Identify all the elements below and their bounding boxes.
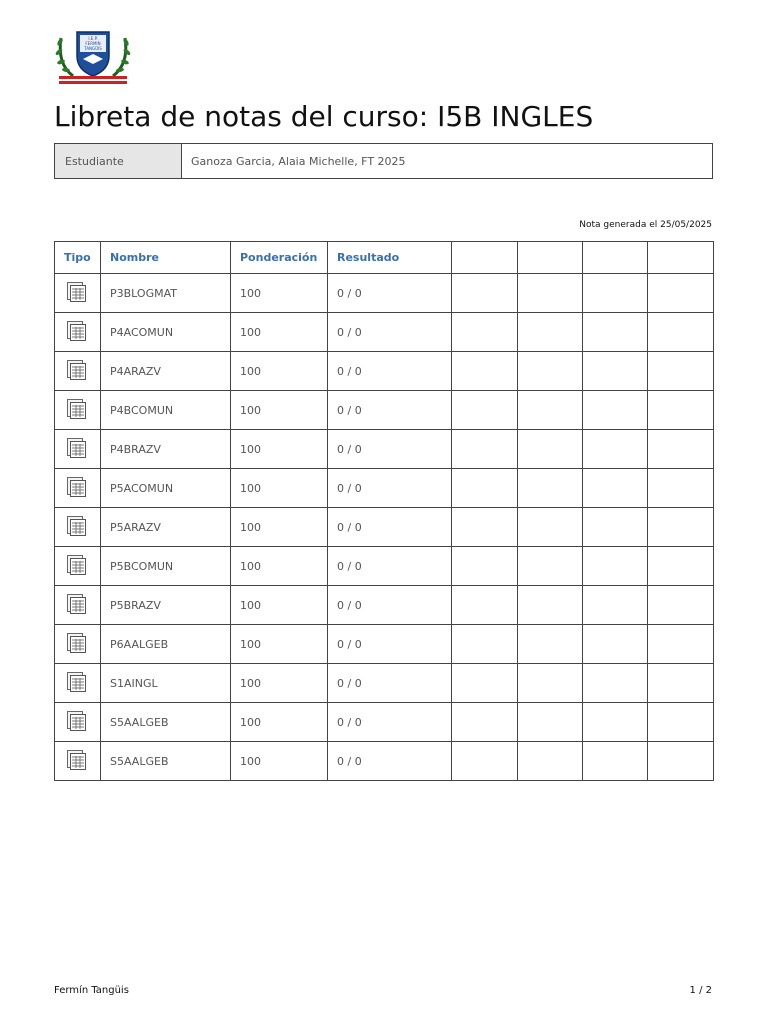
row-empty-cell	[452, 586, 518, 625]
row-resultado: 0 / 0	[328, 274, 452, 313]
row-type-cell	[55, 547, 101, 586]
row-empty-cell	[648, 586, 714, 625]
row-resultado: 0 / 0	[328, 547, 452, 586]
row-resultado: 0 / 0	[328, 742, 452, 781]
row-resultado: 0 / 0	[328, 664, 452, 703]
row-empty-cell	[452, 313, 518, 352]
row-nombre: P5BRAZV	[101, 586, 231, 625]
row-ponderacion: 100	[231, 586, 328, 625]
row-empty-cell	[518, 742, 583, 781]
row-ponderacion: 100	[231, 274, 328, 313]
table-row	[55, 586, 714, 625]
row-resultado: 0 / 0	[328, 352, 452, 391]
table-header-row	[55, 242, 714, 274]
spreadsheet-icon	[65, 682, 87, 695]
row-ponderacion: 100	[231, 313, 328, 352]
row-empty-cell	[518, 391, 583, 430]
spreadsheet-icon	[65, 448, 87, 461]
header-empty-2	[518, 242, 583, 274]
row-nombre: P5ARAZV	[101, 508, 231, 547]
student-name: Ganoza Garcia, Alaia Michelle, FT 2025	[191, 154, 406, 168]
spreadsheet-icon	[65, 370, 87, 383]
svg-text:I.E.P.: I.E.P.	[88, 36, 98, 41]
table-row	[55, 508, 714, 547]
row-empty-cell	[583, 313, 648, 352]
row-resultado: 0 / 0	[328, 430, 452, 469]
row-type-cell	[55, 625, 101, 664]
row-resultado: 0 / 0	[328, 625, 452, 664]
row-empty-cell	[583, 625, 648, 664]
row-empty-cell	[518, 469, 583, 508]
spreadsheet-icon	[65, 292, 87, 305]
row-empty-cell	[518, 352, 583, 391]
spreadsheet-icon	[65, 565, 87, 578]
row-nombre: P3BLOGMAT	[101, 274, 231, 313]
spreadsheet-icon	[65, 487, 87, 500]
row-empty-cell	[452, 508, 518, 547]
row-empty-cell	[648, 352, 714, 391]
school-crest-logo	[53, 26, 133, 84]
row-empty-cell	[518, 508, 583, 547]
table-row	[55, 469, 714, 508]
row-type-cell	[55, 586, 101, 625]
table-row	[55, 703, 714, 742]
generated-date-note: Nota generada el 25/05/2025	[579, 220, 712, 230]
row-empty-cell	[452, 742, 518, 781]
row-resultado: 0 / 0	[328, 703, 452, 742]
row-empty-cell	[583, 586, 648, 625]
row-empty-cell	[518, 313, 583, 352]
row-type-cell	[55, 664, 101, 703]
row-nombre: S1AINGL	[101, 664, 231, 703]
row-ponderacion: 100	[231, 391, 328, 430]
row-empty-cell	[583, 391, 648, 430]
spreadsheet-icon	[65, 604, 87, 617]
header-resultado: Resultado	[328, 242, 452, 274]
header-empty-1	[452, 242, 518, 274]
row-empty-cell	[648, 430, 714, 469]
row-ponderacion: 100	[231, 547, 328, 586]
row-empty-cell	[518, 547, 583, 586]
row-nombre: P4BCOMUN	[101, 391, 231, 430]
spreadsheet-icon	[65, 526, 87, 539]
table-row	[55, 391, 714, 430]
row-empty-cell	[648, 547, 714, 586]
row-empty-cell	[452, 469, 518, 508]
row-empty-cell	[648, 664, 714, 703]
row-type-cell	[55, 508, 101, 547]
spreadsheet-icon	[65, 760, 87, 773]
row-ponderacion: 100	[231, 469, 328, 508]
row-empty-cell	[583, 430, 648, 469]
row-empty-cell	[583, 274, 648, 313]
row-type-cell	[55, 469, 101, 508]
row-ponderacion: 100	[231, 703, 328, 742]
row-nombre: P5BCOMUN	[101, 547, 231, 586]
row-empty-cell	[452, 664, 518, 703]
row-empty-cell	[648, 274, 714, 313]
row-empty-cell	[648, 742, 714, 781]
row-empty-cell	[648, 313, 714, 352]
row-empty-cell	[518, 430, 583, 469]
page-title: Libreta de notas del curso: I5B INGLES	[54, 100, 594, 133]
row-empty-cell	[583, 742, 648, 781]
row-type-cell	[55, 430, 101, 469]
row-type-cell	[55, 352, 101, 391]
row-nombre: P6AALGEB	[101, 625, 231, 664]
row-ponderacion: 100	[231, 430, 328, 469]
header-nombre: Nombre	[101, 242, 231, 274]
row-nombre: S5AALGEB	[101, 742, 231, 781]
row-empty-cell	[648, 703, 714, 742]
svg-text:TANGÜIS: TANGÜIS	[84, 46, 102, 51]
row-empty-cell	[583, 547, 648, 586]
header-empty-3	[583, 242, 648, 274]
row-nombre: P4ACOMUN	[101, 313, 231, 352]
table-row	[55, 742, 714, 781]
footer-page-number: 1 / 2	[689, 985, 712, 996]
row-type-cell	[55, 703, 101, 742]
row-empty-cell	[452, 703, 518, 742]
footer-school-name: Fermín Tangüis	[54, 985, 129, 996]
row-ponderacion: 100	[231, 508, 328, 547]
row-empty-cell	[648, 508, 714, 547]
grades-table	[54, 241, 714, 781]
row-empty-cell	[518, 586, 583, 625]
row-resultado: 0 / 0	[328, 586, 452, 625]
row-empty-cell	[452, 274, 518, 313]
row-empty-cell	[452, 391, 518, 430]
student-info-box	[54, 143, 713, 179]
row-ponderacion: 100	[231, 352, 328, 391]
row-nombre: P4ARAZV	[101, 352, 231, 391]
table-row	[55, 313, 714, 352]
row-ponderacion: 100	[231, 625, 328, 664]
row-empty-cell	[452, 625, 518, 664]
svg-text:FERMIN: FERMIN	[85, 41, 101, 46]
row-type-cell	[55, 742, 101, 781]
table-row	[55, 625, 714, 664]
row-empty-cell	[518, 664, 583, 703]
row-empty-cell	[583, 703, 648, 742]
header-empty-4	[648, 242, 714, 274]
spreadsheet-icon	[65, 331, 87, 344]
table-row	[55, 547, 714, 586]
row-resultado: 0 / 0	[328, 313, 452, 352]
row-empty-cell	[648, 469, 714, 508]
row-type-cell	[55, 274, 101, 313]
row-resultado: 0 / 0	[328, 508, 452, 547]
row-ponderacion: 100	[231, 664, 328, 703]
row-nombre: P5ACOMUN	[101, 469, 231, 508]
spreadsheet-icon	[65, 643, 87, 656]
header-tipo: Tipo	[55, 242, 101, 274]
table-row	[55, 352, 714, 391]
grades-table-body	[55, 274, 714, 781]
header-ponderacion: Ponderación	[231, 242, 328, 274]
table-row	[55, 430, 714, 469]
row-empty-cell	[583, 508, 648, 547]
row-empty-cell	[452, 430, 518, 469]
row-empty-cell	[583, 352, 648, 391]
row-empty-cell	[648, 391, 714, 430]
spreadsheet-icon	[65, 409, 87, 422]
table-row	[55, 274, 714, 313]
row-nombre: P4BRAZV	[101, 430, 231, 469]
row-empty-cell	[452, 547, 518, 586]
row-resultado: 0 / 0	[328, 391, 452, 430]
row-empty-cell	[452, 352, 518, 391]
row-empty-cell	[518, 274, 583, 313]
row-empty-cell	[518, 703, 583, 742]
row-empty-cell	[583, 469, 648, 508]
spreadsheet-icon	[65, 721, 87, 734]
row-nombre: S5AALGEB	[101, 703, 231, 742]
row-ponderacion: 100	[231, 742, 328, 781]
student-label: Estudiante	[55, 144, 182, 178]
table-row	[55, 664, 714, 703]
row-empty-cell	[583, 664, 648, 703]
row-empty-cell	[518, 625, 583, 664]
row-type-cell	[55, 391, 101, 430]
row-resultado: 0 / 0	[328, 469, 452, 508]
row-empty-cell	[648, 625, 714, 664]
row-type-cell	[55, 313, 101, 352]
